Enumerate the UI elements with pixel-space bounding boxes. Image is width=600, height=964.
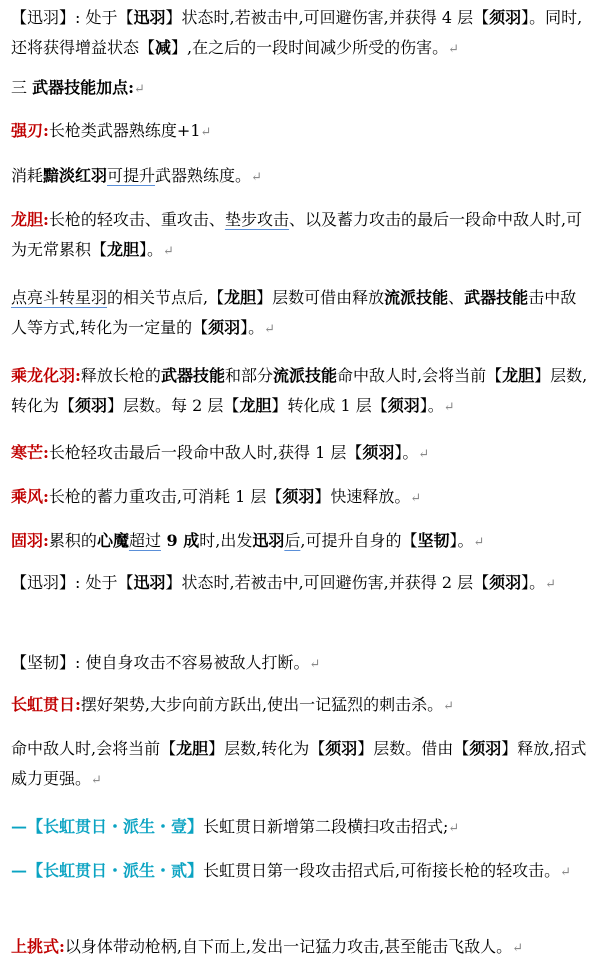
text-segment: 黯淡红羽 bbox=[43, 166, 108, 185]
text-segment: 龙胆 bbox=[176, 739, 209, 758]
text-segment: 后 bbox=[284, 531, 301, 550]
paragraph-mark-icon: ↵ bbox=[91, 773, 102, 788]
text-segment: 】层数。借由【 bbox=[357, 739, 470, 758]
text-segment: 】。 bbox=[240, 318, 265, 337]
text-segment: 长枪的蓄力重攻击,可消耗 1 层【 bbox=[48, 487, 283, 506]
text-segment: 释放长枪的 bbox=[80, 366, 161, 385]
text-segment: 三 bbox=[11, 78, 33, 97]
paragraph bbox=[11, 526, 592, 558]
skill-name: 乘龙化羽 bbox=[11, 366, 76, 385]
text-segment: 以身体带动枪柄,自下而上,发出一记猛力攻击,甚至能击飞敌人。 bbox=[64, 937, 513, 956]
text-segment: 龙胆 bbox=[502, 366, 535, 385]
skill-name: 乘风: bbox=[11, 487, 49, 506]
text-segment: 、以及蓄力攻击的最后一段命中敌人时,可为无常累积【 bbox=[11, 210, 583, 259]
text-segment: 须羽 bbox=[208, 318, 241, 337]
paragraph bbox=[11, 361, 592, 423]
text-segment: 须羽 bbox=[489, 573, 522, 592]
paragraph bbox=[11, 3, 592, 65]
text-segment: 武器技能 bbox=[464, 288, 529, 307]
paragraph-mark-icon: ↵ bbox=[545, 577, 557, 592]
text-segment: 武器熟练度。 bbox=[155, 166, 252, 185]
text-segment: 摆好架势,大步向前方跃出,使出一记猛烈的刺击杀。 bbox=[80, 695, 444, 714]
text-segment: 累积的 bbox=[48, 531, 97, 550]
text-segment: 武器技能加点: bbox=[32, 78, 135, 97]
paragraph bbox=[11, 482, 592, 514]
text-segment: 长枪轻攻击最后一段命中敌人时,获得 1 层【 bbox=[48, 443, 363, 462]
paragraph-mark-icon: ↵ bbox=[448, 42, 460, 57]
text-segment: 流派技能 bbox=[272, 366, 337, 385]
text-segment: 坚韧 bbox=[417, 531, 450, 550]
paragraph bbox=[11, 73, 592, 105]
text-segment: 迅羽 bbox=[133, 573, 166, 592]
text-segment: 迅羽 bbox=[133, 8, 166, 27]
paragraph-mark-icon: ↵ bbox=[200, 125, 212, 140]
text-segment: 长枪类武器熟练度+1 bbox=[48, 121, 201, 140]
paragraph-mark-icon: ↵ bbox=[309, 657, 321, 672]
text-segment: 】,在之后的一段时间减少所受的伤害。 bbox=[171, 38, 449, 57]
text-segment: 】状态时,若被击中,可回避伤害,并获得 2 层【 bbox=[165, 573, 490, 592]
text-segment: 】层数,转化为【 bbox=[11, 366, 588, 415]
text-segment: 和部分 bbox=[224, 366, 273, 385]
paragraph-mark-icon: ↵ bbox=[443, 400, 455, 415]
paragraph bbox=[11, 283, 592, 345]
text-segment: 须羽 bbox=[282, 487, 315, 506]
paragraph-mark-icon: ↵ bbox=[163, 244, 174, 259]
paragraph-mark-icon: ↵ bbox=[448, 821, 460, 836]
skill-name: 龙胆: bbox=[11, 210, 49, 229]
paragraph-mark-icon: ↵ bbox=[410, 491, 422, 506]
text-segment: 命中敌人时,会将当前【 bbox=[336, 366, 503, 385]
text-segment: 】状态时,若被击中,可回避伤害,并获得 4 层【 bbox=[165, 8, 490, 27]
paragraph-mark-icon: ↵ bbox=[473, 535, 485, 550]
text-segment: 须羽 bbox=[469, 739, 502, 758]
text-segment: 】。 bbox=[449, 531, 474, 550]
text-segment: 】层数,转化为【 bbox=[208, 739, 326, 758]
paragraph bbox=[11, 648, 592, 680]
text-segment: 须羽 bbox=[325, 739, 358, 758]
text-segment: 垫步攻击 bbox=[224, 210, 289, 229]
paragraph-mark-icon: ↵ bbox=[512, 941, 524, 956]
text-segment: 迅羽 bbox=[252, 531, 285, 550]
derivative-skill-name: —【长虹贯日・派生・贰】 bbox=[11, 861, 204, 880]
text-segment: 点亮斗转星羽 bbox=[11, 288, 108, 307]
text-segment: 】。 bbox=[521, 573, 546, 592]
paragraph-mark-icon: ↵ bbox=[134, 82, 145, 97]
text-segment: 可提升 bbox=[107, 166, 156, 185]
paragraph bbox=[11, 161, 592, 193]
text-segment: 】层数可借由释放 bbox=[256, 288, 385, 307]
paragraph bbox=[11, 932, 592, 964]
paragraph bbox=[11, 568, 592, 600]
paragraph-mark-icon: ↵ bbox=[264, 322, 276, 337]
text-segment: 】。同时,还将获得增益状态【 bbox=[11, 8, 583, 57]
text-segment: 须羽 bbox=[75, 396, 108, 415]
text-segment: 消耗 bbox=[11, 166, 44, 185]
text-segment: 龙胆 bbox=[107, 240, 140, 259]
paragraph bbox=[11, 812, 592, 844]
text-segment: 9 成 bbox=[160, 531, 200, 550]
text-segment: 】层数。每 2 层【 bbox=[107, 396, 240, 415]
text-segment: 须羽 bbox=[387, 396, 420, 415]
paragraph-mark-icon: ↵ bbox=[251, 170, 262, 185]
text-segment: 心魔 bbox=[96, 531, 129, 550]
skill-name: 上挑式: bbox=[11, 937, 65, 956]
text-segment: 】快速释放。 bbox=[314, 487, 411, 506]
text-segment: 龙胆 bbox=[239, 396, 272, 415]
text-segment: 长虹贯日新增第二段横扫攻击招式; bbox=[203, 817, 449, 836]
text-segment: 流派技能 bbox=[384, 288, 449, 307]
paragraph bbox=[11, 734, 592, 796]
text-segment: 长枪的轻攻击、重攻击、 bbox=[48, 210, 225, 229]
text-segment: 须羽 bbox=[362, 443, 395, 462]
skill-name: : bbox=[75, 366, 81, 385]
text-segment: 命中敌人时,会将当前【 bbox=[11, 739, 177, 758]
paragraph-mark-icon: ↵ bbox=[443, 699, 455, 714]
text-segment: 【迅羽】: 处于【 bbox=[11, 573, 134, 592]
text-segment: 武器技能 bbox=[160, 366, 225, 385]
paragraph bbox=[11, 856, 592, 888]
text-segment: 龙胆 bbox=[224, 288, 257, 307]
text-segment: 、 bbox=[448, 288, 465, 307]
text-segment: 须羽 bbox=[489, 8, 522, 27]
paragraph bbox=[11, 205, 592, 267]
paragraph-mark-icon: ↵ bbox=[418, 447, 430, 462]
text-segment: 击中敌人等方式,转化为一定量的【 bbox=[11, 288, 577, 337]
skill-name: 长虹贯日: bbox=[11, 695, 81, 714]
text-segment: 长虹贯日第一段攻击招式后,可衔接长枪的轻攻击。 bbox=[203, 861, 561, 880]
skill-name: 寒芒: bbox=[11, 443, 49, 462]
text-segment: 的相关节点后,【 bbox=[107, 288, 225, 307]
paragraph bbox=[11, 438, 592, 470]
text-segment: 】释放,招式威力更强。 bbox=[11, 739, 587, 788]
text-segment: ,可提升自身的【 bbox=[300, 531, 418, 550]
text-segment: 【坚韧】: 使自身攻击不容易被敌人打断。 bbox=[11, 653, 310, 672]
text-segment: 】。 bbox=[394, 443, 419, 462]
paragraph bbox=[11, 116, 592, 148]
text-segment: 减 bbox=[155, 38, 172, 57]
skill-name: 固羽: bbox=[11, 531, 49, 550]
paragraph-mark-icon: ↵ bbox=[560, 865, 572, 880]
derivative-skill-name: —【长虹贯日・派生・壹】 bbox=[11, 817, 204, 836]
text-segment: 】。 bbox=[419, 396, 444, 415]
text-segment: 时,出发 bbox=[199, 531, 253, 550]
text-segment: 超过 bbox=[128, 531, 161, 550]
text-segment: 】。 bbox=[139, 240, 164, 259]
text-segment: 】转化成 1 层【 bbox=[271, 396, 388, 415]
skill-name: 强刃: bbox=[11, 121, 49, 140]
text-segment: 【迅羽】: 处于【 bbox=[11, 8, 134, 27]
paragraph bbox=[11, 690, 592, 722]
